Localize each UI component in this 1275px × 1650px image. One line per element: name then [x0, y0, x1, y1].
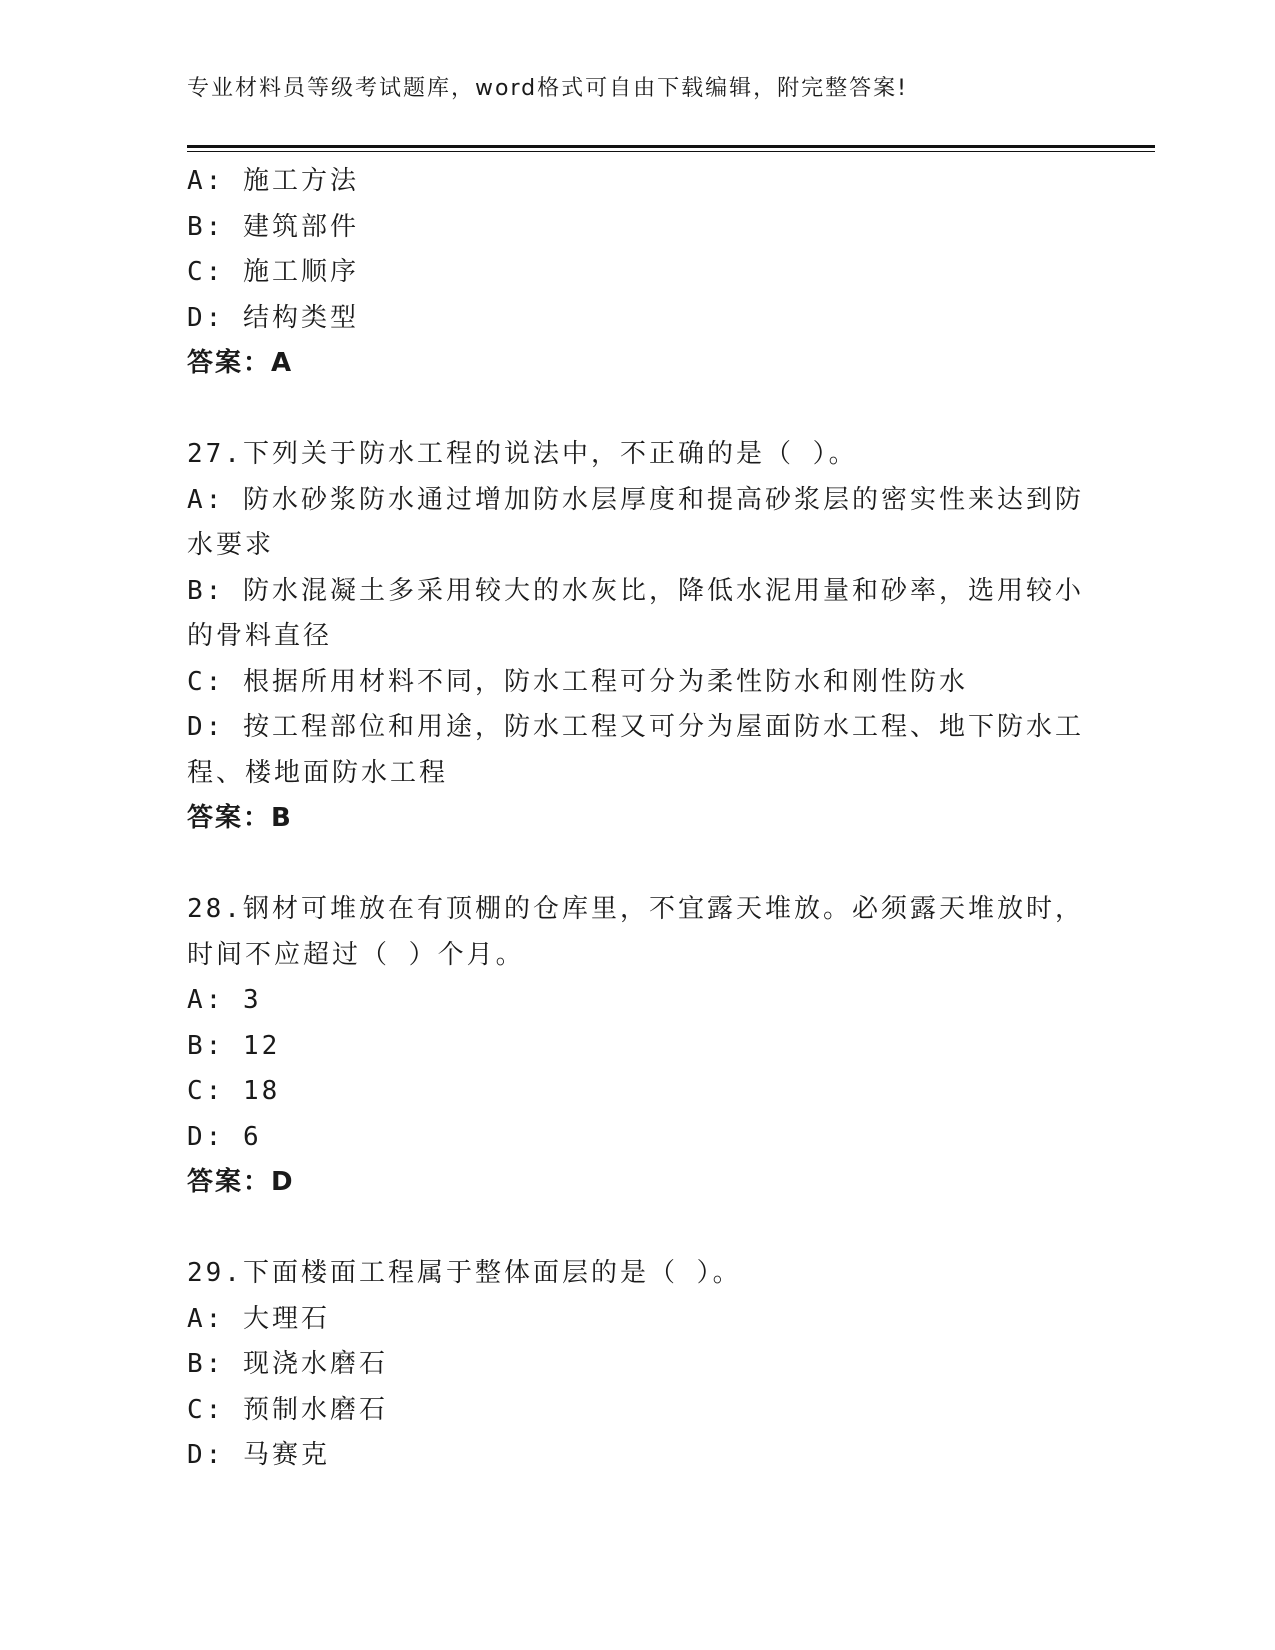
option-b: B: 现浇水磨石: [187, 1349, 388, 1379]
option-c: C: 18: [187, 1076, 281, 1106]
option-d: D: 按工程部位和用途，防水工程又可分为屋面防水工程、地下防水工: [187, 712, 1084, 742]
question-28: [187, 887, 1087, 1206]
header-divider-thin: [187, 151, 1155, 152]
option-d: D: 马赛克: [187, 1440, 330, 1470]
option-b: B: 防水混凝土多采用较大的水灰比，降低水泥用量和砂率，选用较小: [187, 575, 1084, 606]
question-29: [187, 1251, 1087, 1479]
question-stem-continued: 时间不应超过（ ）个月。: [187, 939, 525, 970]
header-divider-thick: [187, 145, 1155, 148]
option-a: A: 3: [187, 985, 262, 1015]
spacer: [187, 842, 1087, 888]
option-d-continued: 程、楼地面防水工程: [187, 757, 449, 788]
option-a: A: 施工方法: [187, 166, 359, 196]
option-b-continued: 的骨料直径: [187, 621, 333, 651]
question-content: [187, 159, 1087, 1479]
option-d: D: 结构类型: [187, 302, 359, 333]
question-stem: 27.下列关于防水工程的说法中，不正确的是（ ）。: [187, 439, 858, 469]
question-stem: 28.钢材可堆放在有顶棚的仓库里，不宜露天堆放。必须露天堆放时，: [187, 894, 1084, 924]
option-b: B: 12: [187, 1030, 281, 1061]
option-c: C: 预制水磨石: [187, 1394, 388, 1425]
answer: 答案：A: [187, 348, 294, 378]
spacer: [187, 387, 1087, 433]
question-26: [187, 159, 1087, 387]
option-b: B: 建筑部件: [187, 211, 359, 242]
question-stem: 29.下面楼面工程属于整体面层的是（ ）。: [187, 1258, 742, 1288]
answer: 答案：D: [187, 1167, 295, 1197]
page-header: 专业材料员等级考试题库，word格式可自由下载编辑，附完整答案!: [187, 76, 908, 101]
option-a: A: 大理石: [187, 1303, 330, 1334]
question-27: [187, 432, 1087, 842]
answer: 答案：B: [187, 803, 293, 833]
spacer: [187, 1206, 1087, 1252]
option-d: D: 6: [187, 1121, 262, 1152]
option-c: C: 施工顺序: [187, 257, 359, 287]
option-c: C: 根据所用材料不同，防水工程可分为柔性防水和刚性防水: [187, 666, 968, 697]
option-a: A: 防水砂浆防水通过增加防水层厚度和提高砂浆层的密实性来达到防: [187, 484, 1084, 515]
option-a-continued: 水要求: [187, 530, 275, 560]
